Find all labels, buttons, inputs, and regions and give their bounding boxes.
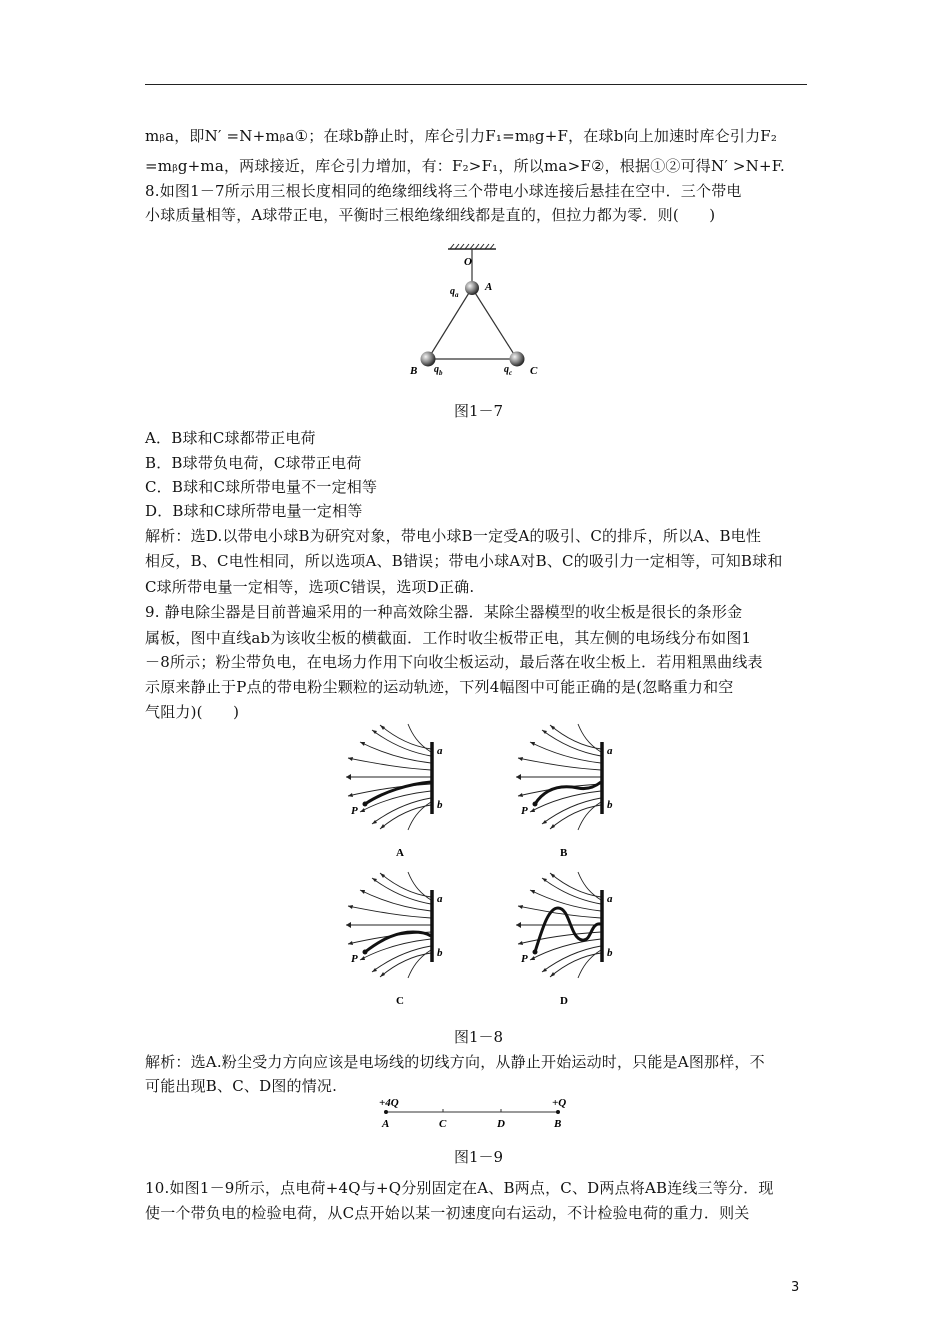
option-b: B．B球带负电荷，C球带正电荷 <box>145 454 362 472</box>
svg-text:+Q: +Q <box>552 1097 567 1109</box>
caption-fig-1-9: 图1－9 <box>454 1148 504 1166</box>
svg-text:D: D <box>497 1118 505 1130</box>
svg-text:B: B <box>554 1118 562 1130</box>
question-9-line: 9. 静电除尘器是目前普遍采用的一种高效除尘器．某除尘器模型的收尘板是很长的条形金 <box>145 603 743 621</box>
svg-text:b: b <box>437 947 443 959</box>
page-number: 3 <box>791 1280 800 1295</box>
svg-text:qc: $q_c$ <box>504 364 513 377</box>
svg-text:b: b <box>607 947 613 959</box>
figure-1-8 <box>338 722 638 1010</box>
analysis-8: 相反，B、C电性相同，所以选项A、B错误；带电小球A对B、C的吸引力一定相等，可知B球和 <box>145 552 783 570</box>
label-a: A <box>485 281 493 293</box>
option-a: A．B球和C球都带正电荷 <box>145 429 316 447</box>
svg-text:B: B <box>560 847 568 859</box>
question-9-line: 气阻力)( ) <box>145 703 240 721</box>
svg-text:qb: $q_b$ <box>434 364 443 377</box>
svg-text:qa: $q_a$ <box>450 286 459 299</box>
svg-text:C: C <box>396 995 404 1007</box>
svg-text:a: a <box>437 893 443 905</box>
question-9-line: －8所示；粉尘带负电，在电场力作用下向收尘板运动，最后落在收尘板上．若用粗黑曲线表 <box>145 653 763 671</box>
svg-text:P: P <box>521 805 528 817</box>
header-rule <box>145 84 807 85</box>
ball-a <box>465 281 479 295</box>
analysis-9: 解析：选A.粉尘受力方向应该是电场线的切线方向，从静止开始运动时，只能是A图那样，不 <box>145 1053 765 1071</box>
question-8-line: 8.如图1－7所示用三根长度相同的绝缘细线将三个带电小球连接后悬挂在空中．三个带电 <box>145 182 742 200</box>
analysis-8: 解析：选D.以带电小球B为研究对象，带电小球B一定受A的吸引、C的排斥，所以A、B电性 <box>145 527 762 545</box>
label-o: O <box>464 256 472 268</box>
label-c: C <box>530 365 538 377</box>
svg-text:b: b <box>437 799 443 811</box>
label-b: B <box>410 365 418 377</box>
option-d: D．B球和C球所带电量一定相等 <box>145 502 363 520</box>
caption-fig-1-7: 图1－7 <box>454 402 504 420</box>
svg-text:+4Q: +4Q <box>379 1097 399 1109</box>
text-line: mᵦa，即N′ =N+mᵦa①；在球b静止时，库仑引力F₁=mᵦg+F，在球b向上加速时库仑引力F₂ <box>145 127 778 145</box>
question-9-line: 属板，图中直线ab为该收尘板的横截面．工作时收尘板带正电，其左侧的电场线分布如图1 <box>145 629 752 647</box>
panel-b <box>516 724 613 859</box>
panel-c <box>346 872 443 1007</box>
analysis-8: C球所带电量一定相等，选项C错误，选项D正确. <box>145 578 475 596</box>
ball-c <box>510 352 525 367</box>
question-10-line: 使一个带负电的检验电荷，从C点开始以某一初速度向右运动，不计检验电荷的重力．则关 <box>145 1204 750 1222</box>
option-c: C．B球和C球所带电量不一定相等 <box>145 478 378 496</box>
question-8-line: 小球质量相等，A球带正电，平衡时三根绝缘细线都是直的，但拉力都为零．则( ) <box>145 206 716 224</box>
svg-text:A: A <box>382 1118 390 1130</box>
svg-text:a: a <box>607 893 613 905</box>
panel-a <box>346 724 443 859</box>
svg-text:b: b <box>607 799 613 811</box>
svg-text:P: P <box>351 805 358 817</box>
svg-text:C: C <box>439 1118 447 1130</box>
caption-fig-1-8: 图1－8 <box>454 1028 504 1046</box>
panel-d <box>516 872 613 1007</box>
analysis-9: 可能出现B、C、D图的情况. <box>145 1077 338 1095</box>
question-10-line: 10.如图1－9所示，点电荷+4Q与+Q分别固定在A、B两点，C、D两点将AB连线三等分．现 <box>145 1179 774 1197</box>
figure-1-7 <box>400 242 560 382</box>
text-line: =mᵦg+ma，两球接近，库仑引力增加，有：F₂>F₁，所以ma>F②，根据①②可得N′ >N+F. <box>145 157 785 175</box>
svg-text:P: P <box>351 953 358 965</box>
svg-text:a: a <box>437 745 443 757</box>
svg-text:P: P <box>521 953 528 965</box>
figure-1-9 <box>372 1094 582 1134</box>
svg-text:D: D <box>560 995 568 1007</box>
question-9-line: 示原来静止于P点的带电粉尘颗粒的运动轨迹，下列4幅图中可能正确的是(忽略重力和空 <box>145 678 734 696</box>
svg-text:a: a <box>607 745 613 757</box>
svg-text:A: A <box>396 847 404 859</box>
